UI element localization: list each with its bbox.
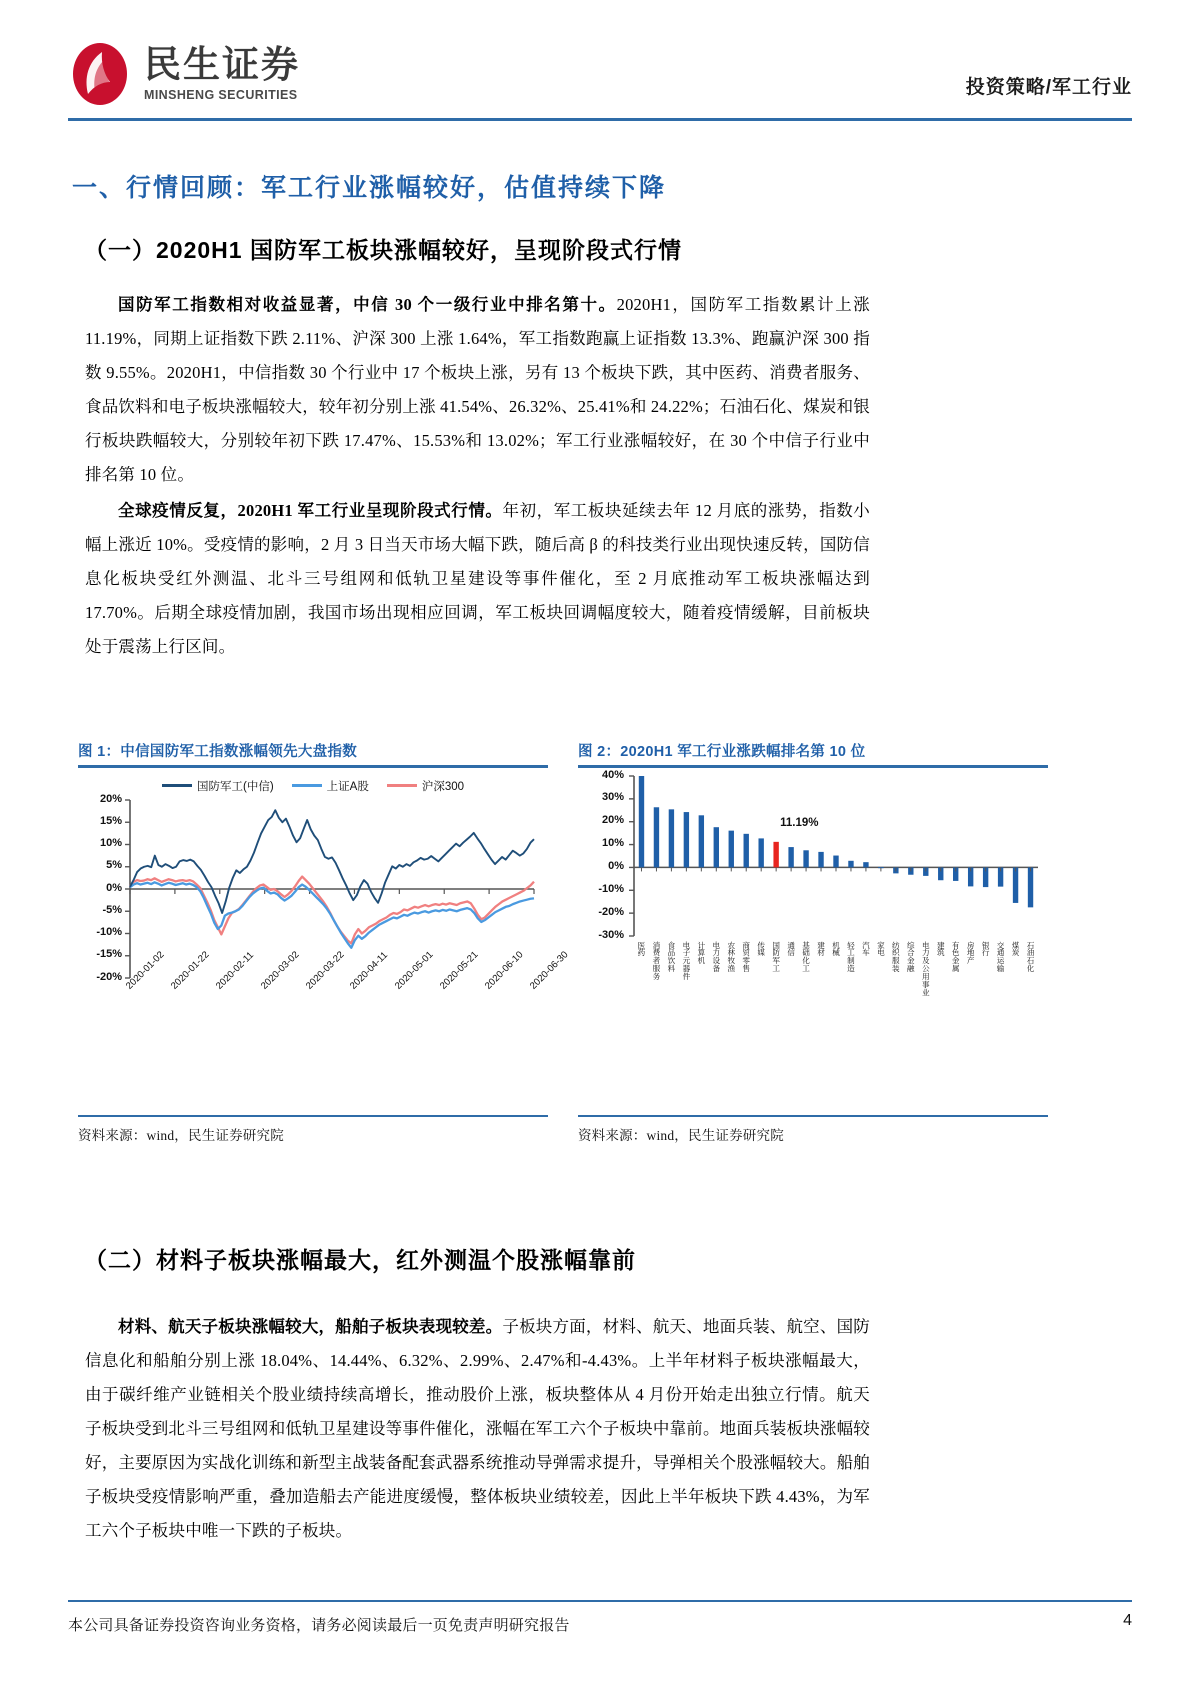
chart-1-y-tick-label: 10% bbox=[99, 837, 122, 849]
legend-label: 沪深300 bbox=[421, 780, 465, 793]
chart-2-bar bbox=[699, 815, 704, 867]
chart-1-series-line bbox=[130, 882, 534, 947]
chart-1-y-tick-label: -15% bbox=[96, 948, 122, 961]
chart-2-category-label: 消费者服务 bbox=[652, 940, 661, 982]
chart-2-bar bbox=[639, 776, 644, 867]
chart-2-category-label: 煤炭 bbox=[1011, 940, 1020, 958]
chart-2-category-label: 银行 bbox=[981, 940, 990, 958]
chart-2-category-label: 轻工制造 bbox=[847, 940, 855, 974]
paragraph-3-body: 子板块方面，材料、航天、地面兵装、航空、国防信息化和船舶分别上涨 18.04%、14.44%、6.32%、2.99%、2.47%和-4.43%。上半年材料子板块涨幅最大，由于碳纤维产业链相关个股业绩持续高增长，推动股价上涨，板块整体从 4 月份开始走出独立行情。航天子板块受到北斗三号组网和低轨卫星建设等事件催化，涨幅在军工六个子板块中靠前。地面兵装板块涨幅较好，主要原因为实战化训练和新型主战装备配套武器系统推动导弹需求提升，导弹相关个股涨幅较大。船舶子板块受疫情影响严重，叠加造船去产能进度缓慢，整体板块业绩较差，因此上半年板块下跌 4.43%，为军工六个子板块中唯一下跌的子板块。 bbox=[85, 1317, 870, 1540]
logo-name-en: MINSHENG SECURITIES bbox=[144, 88, 298, 102]
paragraph-1 bbox=[85, 288, 870, 492]
chart-2-y-tick-label: 0% bbox=[608, 859, 624, 872]
chart-2-bar bbox=[714, 827, 719, 867]
subsection-heading-1: （一）2020H1 国防军工板块涨幅较好，呈现阶段式行情 bbox=[84, 237, 682, 263]
chart-2-category-label: 基础化工 bbox=[802, 940, 810, 974]
chart-2-category-label: 有色金属 bbox=[951, 940, 960, 974]
legend-swatch-icon bbox=[387, 784, 417, 787]
chart-2-bar bbox=[863, 862, 868, 867]
chart-1-series-line bbox=[130, 876, 534, 943]
chart-1-x-tick-label: 2020-02-11 bbox=[213, 949, 256, 992]
chart-2-category-label: 石油石化 bbox=[1026, 940, 1035, 974]
chart-1-legend bbox=[78, 768, 548, 794]
chart-2-y-tick-label: 30% bbox=[601, 791, 624, 804]
chart-2-category-label: 医药 bbox=[637, 940, 646, 958]
paragraph-2 bbox=[85, 494, 870, 664]
chart-1-series-line bbox=[130, 810, 534, 913]
chart-1-y-tick-label: 15% bbox=[99, 814, 122, 827]
chart-2-bar bbox=[684, 812, 689, 867]
minsheng-logo-icon bbox=[68, 42, 132, 106]
figure-2-chart bbox=[578, 768, 1048, 1113]
chart-1-legend-item-0 bbox=[162, 778, 274, 794]
header-divider bbox=[68, 118, 1132, 121]
subsection-heading-2: （二）材料子板块涨幅最大，红外测温个股涨幅靠前 bbox=[84, 1247, 636, 1273]
paragraph-3-lead: 材料、航天子板块涨幅较大，船舶子板块表现较差。 bbox=[118, 1317, 503, 1336]
chart-2-bar bbox=[833, 855, 838, 867]
chart-2-y-tick-label: -20% bbox=[598, 905, 624, 918]
figure-2 bbox=[578, 740, 1048, 1144]
chart-1-svg bbox=[78, 794, 548, 1044]
chart-1-y-tick-label: -5% bbox=[102, 903, 122, 916]
chart-2-category-label: 通信 bbox=[787, 940, 795, 958]
chart-2-category-label: 食品饮料 bbox=[667, 940, 676, 974]
chart-2-svg bbox=[578, 768, 1048, 1028]
chart-2-category-label: 汽车 bbox=[862, 940, 870, 958]
chart-2-y-tick-label: 40% bbox=[601, 768, 624, 781]
paragraph-2-body: 年初，军工板块延续去年 12 月底的涨势，指数小幅上涨近 10%。受疫情的影响，2 月 3 日当天市场大幅下跌，随后高 β 的科技类行业出现快速反转，国防信息化板块受红外测温、北斗三号组网和低轨卫星建设等事件催化，至 2 月底推动军工板块涨幅达到 17.70%。后期全球疫情加剧，我国市场出现相应回调，军工板块回调幅度较大，随着疫情缓解，目前板块处于震荡上行区间。 bbox=[85, 501, 870, 656]
chart-2-category-label: 纺织服装 bbox=[892, 940, 900, 974]
chart-2-bar bbox=[669, 809, 674, 867]
chart-1-y-tick-label: 0% bbox=[106, 881, 122, 894]
chart-1-y-tick-label: -20% bbox=[96, 970, 122, 983]
paragraph-1-lead: 国防军工指数相对收益显著，中信 30 个一级行业中排名第十。 bbox=[118, 295, 617, 314]
chart-2-bar bbox=[1028, 867, 1033, 907]
chart-2-category-label: 计算机 bbox=[697, 940, 706, 966]
chart-2-category-label: 房地产 bbox=[966, 940, 975, 966]
chart-2-category-label: 建筑 bbox=[936, 940, 945, 958]
chart-1-x-tick-label: 2020-04-11 bbox=[348, 949, 391, 992]
company-logo bbox=[68, 42, 300, 106]
chart-2-bar bbox=[848, 860, 853, 867]
chart-2-bar bbox=[788, 847, 793, 867]
chart-1-x-tick-label: 2020-05-21 bbox=[438, 948, 481, 992]
header-category-label: 投资策略/军工行业 bbox=[965, 77, 1132, 98]
legend-swatch-icon bbox=[162, 784, 192, 787]
chart-1-legend-item-2 bbox=[387, 778, 464, 794]
chart-2-category-label: 综合金融 bbox=[907, 940, 915, 974]
chart-2-category-label: 农林牧渔 bbox=[727, 940, 736, 974]
figure-1-title: 图 1：中信国防军工指数涨幅领先大盘指数 bbox=[78, 744, 358, 760]
page-number: 4 bbox=[1123, 1612, 1132, 1629]
figure-2-source: 资料来源：wind，民生证券研究院 bbox=[578, 1128, 784, 1143]
chart-1-y-tick-label: 20% bbox=[99, 792, 122, 805]
chart-2-category-label: 商贸零售 bbox=[742, 940, 751, 974]
chart-2-y-tick-label: -10% bbox=[598, 882, 624, 895]
chart-2-category-label: 电力及公用事业 bbox=[921, 940, 930, 997]
chart-1-y-tick-label: -10% bbox=[96, 926, 122, 938]
legend-label: 上证A股 bbox=[326, 780, 369, 793]
chart-2-highlight-annotation: 11.19% bbox=[780, 817, 819, 830]
paragraph-1-body: 2020H1，国防军工指数累计上涨 11.19%，同期上证指数下跌 2.11%、沪深 300 上涨 1.64%，军工指数跑赢上证指数 13.3%、跑赢沪深 300 指数 9.55%。2020H1，中信指数 30 个行业中 17 个板块上涨，另有 13 个板块下跌，其中医药、消费者服务、食品饮料和电子板块涨幅较大，较年初分别上涨 41.54%、26.32%、25.41%和 24.22%；石油石化、煤炭和银行板块跌幅较大，分别较年初下跌 17.47%、15.53%和 13.02%；军工行业涨幅较好，在 30 个中信子行业中排名第 10 位。 bbox=[85, 295, 871, 484]
legend-label: 国防军工(中信) bbox=[196, 780, 274, 793]
chart-2-y-tick-label: -30% bbox=[598, 928, 624, 941]
chart-1-x-tick-label: 2020-01-22 bbox=[168, 948, 212, 992]
chart-1-x-tick-label: 2020-03-02 bbox=[258, 948, 302, 992]
footer-disclaimer: 本公司具备证券投资咨询业务资格，请务必阅读最后一页免责声明研究报告 bbox=[68, 1618, 570, 1634]
figure-1 bbox=[78, 740, 571, 1144]
chart-2-category-label: 交通运输 bbox=[996, 940, 1005, 974]
chart-2-bar bbox=[654, 807, 659, 867]
chart-2-bar bbox=[729, 830, 734, 867]
chart-2-category-label: 传媒 bbox=[757, 940, 765, 958]
chart-2-category-label: 机械 bbox=[832, 940, 840, 958]
chart-1-legend-item-1 bbox=[292, 778, 369, 794]
chart-2-category-label: 建材 bbox=[817, 940, 825, 958]
chart-2-bar bbox=[744, 833, 749, 867]
chart-2-category-label: 电子元器件 bbox=[682, 940, 691, 982]
chart-1-x-tick-label: 2020-06-30 bbox=[528, 948, 571, 992]
chart-2-category-label: 电力设备 bbox=[712, 940, 721, 974]
chart-1-plot bbox=[78, 792, 571, 1044]
paragraph-3 bbox=[85, 1310, 870, 1548]
legend-swatch-icon bbox=[292, 784, 322, 787]
chart-2-category-label: 家电 bbox=[877, 940, 885, 958]
figure-1-chart bbox=[78, 768, 571, 1113]
figure-1-source: 资料来源：wind，民生证券研究院 bbox=[78, 1128, 284, 1143]
chart-2-bar bbox=[773, 841, 778, 867]
chart-2-category-label: 国防军工 bbox=[772, 940, 780, 974]
footer-divider bbox=[68, 1600, 1132, 1602]
paragraph-2-lead: 全球疫情反复，2020H1 军工行业呈现阶段式行情。 bbox=[118, 501, 503, 520]
chart-2-y-tick-label: 20% bbox=[601, 814, 624, 827]
chart-1-x-tick-label: 2020-06-10 bbox=[483, 948, 526, 992]
logo-wordmark bbox=[144, 46, 300, 102]
chart-2-bar bbox=[758, 838, 763, 867]
figure-2-title: 图 2：2020H1 军工行业涨跌幅排名第 10 位 bbox=[578, 744, 866, 760]
chart-2-y-tick-label: 10% bbox=[601, 837, 624, 850]
chart-1-x-tick-label: 2020-01-02 bbox=[124, 948, 167, 992]
chart-1-x-tick-label: 2020-05-01 bbox=[393, 948, 436, 992]
chart-2-bar bbox=[803, 850, 808, 867]
chart-1-y-tick-label: 5% bbox=[106, 859, 122, 872]
page-header bbox=[0, 0, 1200, 120]
chart-1-x-tick-label: 2020-03-22 bbox=[303, 948, 347, 992]
chart-2-plot bbox=[578, 768, 1048, 1028]
logo-name-cn: 民生证券 bbox=[144, 44, 300, 85]
chart-2-bar bbox=[818, 851, 823, 867]
chart-2-bar bbox=[1013, 867, 1018, 903]
page-title: 一、行情回顾：军工行业涨幅较好，估值持续下降 bbox=[72, 174, 667, 202]
